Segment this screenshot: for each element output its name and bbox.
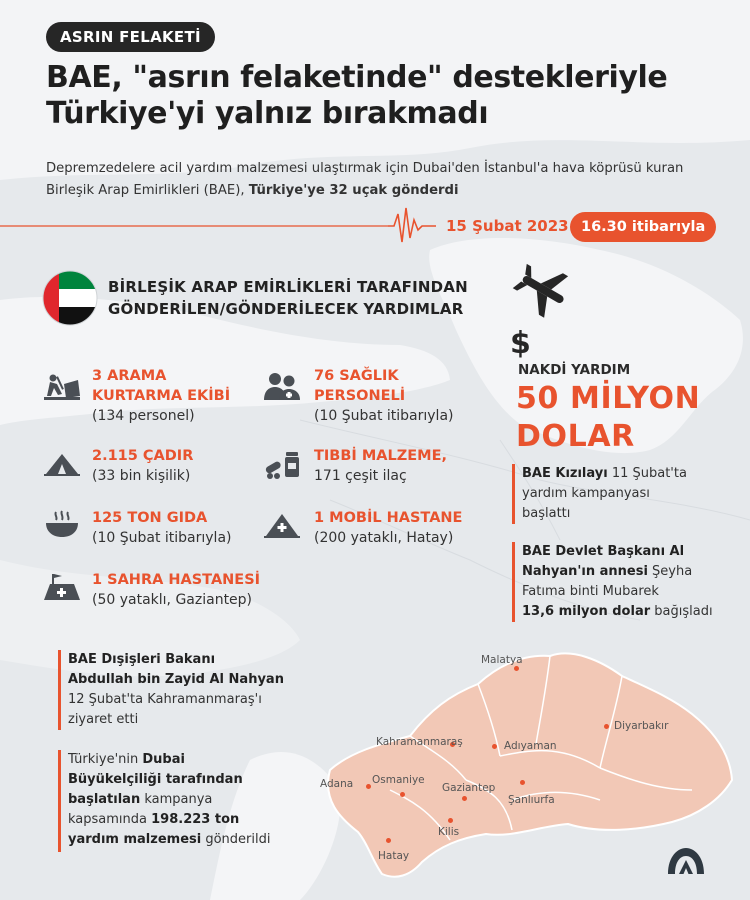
note-bold: yardım malzemesi xyxy=(68,832,202,847)
cash-label: NAKDİ YARDIM xyxy=(518,362,631,378)
aid-item-tent xyxy=(92,446,193,486)
note-bold: Dubai xyxy=(142,752,185,767)
note-embassy-campaign xyxy=(68,750,270,850)
city-label: Osmaniye xyxy=(372,774,425,786)
note-text: kapsamında xyxy=(68,812,152,827)
field-hospital-icon xyxy=(42,570,82,602)
note-text: yardım kampanyası xyxy=(522,486,650,501)
city-label: Diyarbakır xyxy=(614,720,669,732)
category-badge: ASRIN FELAKETİ xyxy=(46,22,215,52)
intro-plain: Depremzedelere acil yardım malzemesi ulaştırmak için Dubai'den İstanbul'a hava köprüsü kuran Birleşik Arap Emirlikleri (BAE), xyxy=(46,161,684,198)
uae-flag-icon xyxy=(42,270,98,326)
city-marker xyxy=(604,724,609,729)
aid-item-rescue xyxy=(92,366,230,426)
note-red-crescent xyxy=(522,464,687,524)
earthquake-region-map xyxy=(300,640,740,880)
aid-item-field-hospital xyxy=(92,570,260,610)
mobile-hospital-icon xyxy=(262,508,302,540)
note-bold: Büyükelçiliği tarafından xyxy=(68,772,243,787)
cash-value-line-2: DOLAR xyxy=(516,419,635,454)
city-label: Kilis xyxy=(438,826,460,838)
aid-item-sub: (10 Şubat itibarıyla) xyxy=(314,408,454,424)
food-bowl-icon xyxy=(42,508,82,540)
aid-item-sub: (33 bin kişilik) xyxy=(92,468,191,484)
note-text: Türkiye'nin xyxy=(68,752,143,767)
city-label: Kahramanmaraş xyxy=(376,736,463,748)
city-marker xyxy=(448,818,453,823)
note-text: bağışladı xyxy=(650,604,713,619)
aa-logo xyxy=(666,846,706,876)
city-marker xyxy=(492,744,497,749)
city-marker xyxy=(520,780,525,785)
city-marker xyxy=(386,838,391,843)
aid-item-title: TIBBİ MALZEME, xyxy=(314,448,447,464)
aid-item-title: 3 ARAMA xyxy=(92,368,167,384)
note-donation xyxy=(522,542,713,622)
aid-item-title-2: PERSONELİ xyxy=(314,388,406,404)
note-text: başlattı xyxy=(522,506,571,521)
note-accent-bar xyxy=(512,464,515,524)
note-minister-visit xyxy=(68,650,284,730)
aid-item-title-2: KURTARMA EKİBİ xyxy=(92,388,231,404)
city-label: Gaziantep xyxy=(442,782,496,794)
city-label: Malatya xyxy=(481,654,523,666)
note-accent-bar xyxy=(512,542,515,622)
aid-item-title: 1 SAHRA HASTANESİ xyxy=(92,572,261,588)
intro-bold: Türkiye'ye 32 uçak gönderdi xyxy=(248,183,459,198)
note-bold: BAE Dışişleri Bakanı xyxy=(68,652,216,667)
aid-item-medical-staff xyxy=(314,366,454,426)
city-label: Şanlıurfa xyxy=(508,794,555,806)
title-line-2: Türkiye'yi yalnız bırakmadı xyxy=(46,96,489,131)
aid-item-sub: (134 personel) xyxy=(92,408,195,424)
aid-item-sub: (200 yataklı, Hatay) xyxy=(314,530,454,546)
tent-icon xyxy=(42,446,82,478)
date-label: 15 Şubat 2023 xyxy=(446,217,569,235)
seismograph-icon xyxy=(388,208,436,242)
medicine-icon xyxy=(262,448,302,480)
city-label: Adıyaman xyxy=(504,740,557,752)
note-text: ziyaret etti xyxy=(68,712,139,727)
city-marker xyxy=(462,796,467,801)
city-marker xyxy=(366,784,371,789)
note-accent-bar xyxy=(58,750,61,852)
aid-item-sub: (10 Şubat itibarıyla) xyxy=(92,530,232,546)
note-text: Şeyha xyxy=(647,564,693,579)
note-text: 11 Şubat'ta xyxy=(607,466,687,481)
aid-item-sub: (50 yataklı, Gaziantep) xyxy=(92,592,253,608)
note-bold: BAE Kızılayı xyxy=(522,466,608,481)
note-text: gönderildi xyxy=(201,832,271,847)
note-bold: 13,6 milyon dolar xyxy=(522,604,651,619)
note-bold: Abdullah bin Zayid Al Nahyan xyxy=(68,672,284,687)
cash-value-line-1: 50 MİLYON xyxy=(516,381,701,416)
page-title xyxy=(46,60,736,132)
city-marker xyxy=(400,792,405,797)
title-line-1: BAE, "asrın felaketinde" destekleriyle xyxy=(46,60,668,95)
aid-item-food xyxy=(92,508,232,548)
aid-item-title: 76 SAĞLIK xyxy=(314,368,399,384)
medical-staff-icon xyxy=(262,370,302,402)
city-label: Hatay xyxy=(378,850,410,862)
note-bold: 198.223 ton xyxy=(151,812,240,827)
note-text: Fatıma binti Mubarek xyxy=(522,584,659,599)
city-label: Adana xyxy=(320,778,354,790)
aid-item-title: 1 MOBİL HASTANE xyxy=(314,510,463,526)
airplane-icon xyxy=(512,262,576,318)
note-accent-bar xyxy=(58,650,61,730)
time-badge: 16.30 itibarıyla xyxy=(570,212,716,242)
aid-item-medicine xyxy=(314,446,447,486)
dollar-icon: $ xyxy=(510,326,531,361)
aid-item-mobile-hospital xyxy=(314,508,462,548)
note-text: 12 Şubat'ta Kahramanmaraş'ı xyxy=(68,692,262,707)
aid-item-title: 125 TON GIDA xyxy=(92,510,208,526)
note-bold: Nahyan'ın annesi xyxy=(522,564,648,579)
rescue-team-icon xyxy=(42,370,82,402)
city-marker xyxy=(514,666,519,671)
cash-value xyxy=(516,380,700,456)
aid-item-sub: 171 çeşit ilaç xyxy=(314,468,407,484)
aid-title-line-2: GÖNDERİLEN/GÖNDERİLECEK YARDIMLAR xyxy=(108,300,464,318)
aid-item-title: 2.115 ÇADIR xyxy=(92,448,194,464)
aid-section-title xyxy=(108,276,468,320)
note-bold: BAE Devlet Başkanı Al xyxy=(522,544,685,559)
aid-title-line-1: BİRLEŞİK ARAP EMİRLİKLERİ TARAFINDAN xyxy=(108,278,468,296)
note-bold: başlatılan xyxy=(68,792,141,807)
note-text: kampanya xyxy=(140,792,213,807)
intro-text xyxy=(46,158,706,202)
